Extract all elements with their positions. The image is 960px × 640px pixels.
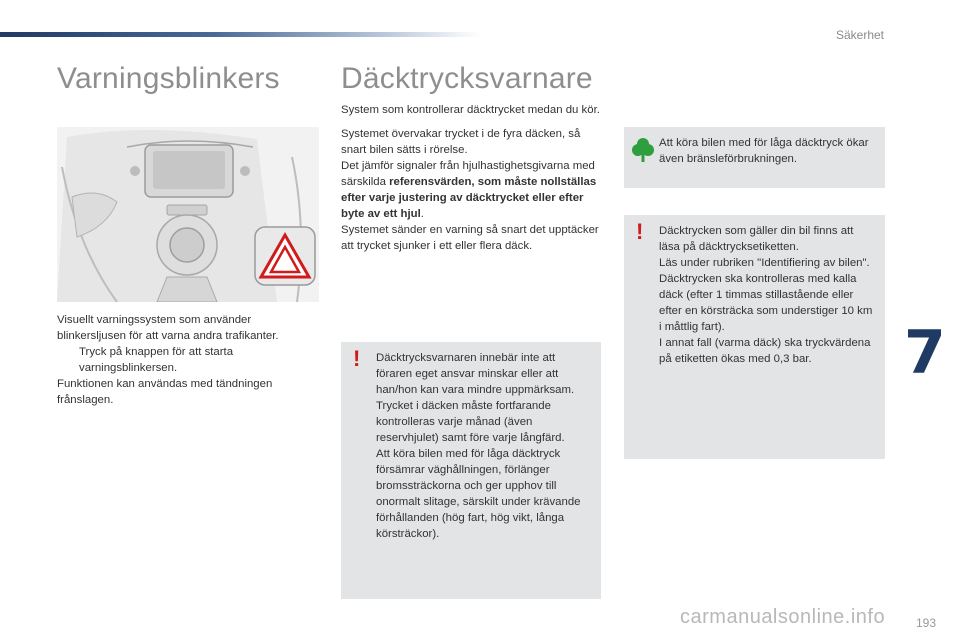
pressure-warning-line: Läs under rubriken "Identifiering av bilen". — [659, 257, 870, 269]
heading-hazard-lights: Varningsblinkers — [57, 62, 280, 95]
pressure-warning-line: I annat fall (varma däck) ska tryckvärdena på etiketten ökas med 0,3 bar. — [659, 337, 871, 365]
hazard-note: Funktionen kan användas med tändningen frånslagen. — [57, 378, 273, 406]
tyre-warning-line: Trycket i däcken måste fortfarande kontrolleras varje månad (även reservhjulet) samt före varje långfärd. — [376, 400, 565, 444]
tyre-p2-bold: referensvärden, som måste nollställas efter varje justering av däcktrycket eller efter byte av ett hjul — [341, 176, 597, 220]
heading-tyre-pressure: Däcktrycksvarnare — [341, 62, 593, 95]
hazard-instruction — [57, 344, 319, 376]
tyre-p2-end: . — [420, 208, 424, 220]
watermark: carmanualsonline.info — [680, 606, 886, 628]
hazard-intro: Visuellt varningssystem som använder blinkersljusen för att varna andra trafikanter. — [57, 314, 279, 342]
eco-tree-icon — [632, 137, 654, 168]
tyre-p2-start: Det jämför signaler från hjulhastighetsgivarna med särskilda — [341, 160, 595, 188]
hazard-description — [57, 312, 319, 408]
warning-exclamation-icon: ! — [353, 346, 361, 371]
hazard-instruction-text: Tryck på knappen för att starta varningsblinkersen. — [79, 346, 234, 374]
page-number: 193 — [916, 616, 937, 630]
pressure-warning-text — [659, 223, 875, 367]
pressure-warning-line: Däcktrycken ska kontrolleras med kalla däck (efter 1 timmas stillastående eller efter en körsträcka som understiger 10 km i måttlig fart). — [659, 273, 873, 333]
tyre-p1: Systemet övervakar trycket i de fyra däcken, så snart bilen sätts i rörelse. — [341, 128, 581, 156]
tyre-p2 — [341, 158, 603, 222]
pressure-warning-line: Däcktrycken som gäller din bil finns att läsa på däcktrycksetiketten. — [659, 225, 854, 253]
eco-tip-box — [624, 127, 885, 188]
tyre-p3: Systemet sänder en varning så snart det upptäcker att trycket sjunker i ett eller flera däck. — [341, 224, 599, 252]
pressure-warning-box — [624, 215, 885, 459]
tyre-warning-box — [341, 342, 601, 599]
tyre-warning-line: Att köra bilen med för låga däcktryck försämrar väghållningen, förlänger bromssträckorna och ger upphov till onormalt slitage, särskilt under krävande förhållanden (hög fart, hög vikt, långa körsträckor). — [376, 448, 581, 540]
tyre-intro: System som kontrollerar däcktrycket medan du kör. — [341, 104, 600, 116]
hazard-button-illustration — [57, 127, 319, 302]
tyre-warning-line: Däcktrycksvarnaren innebär inte att föraren eget ansvar minskar eller att han/hon kan vara mindre uppmärksam. — [376, 352, 575, 396]
warning-exclamation-icon: ! — [636, 219, 644, 244]
tyre-description — [341, 126, 603, 254]
section-label: Säkerhet — [835, 28, 884, 42]
tyre-warning-text — [376, 350, 591, 542]
header-accent-bar — [0, 32, 480, 37]
chapter-number: 7 — [904, 318, 946, 388]
eco-tip-text: Att köra bilen med för låga däcktryck ökar även bränsleförbrukningen. — [659, 137, 869, 165]
